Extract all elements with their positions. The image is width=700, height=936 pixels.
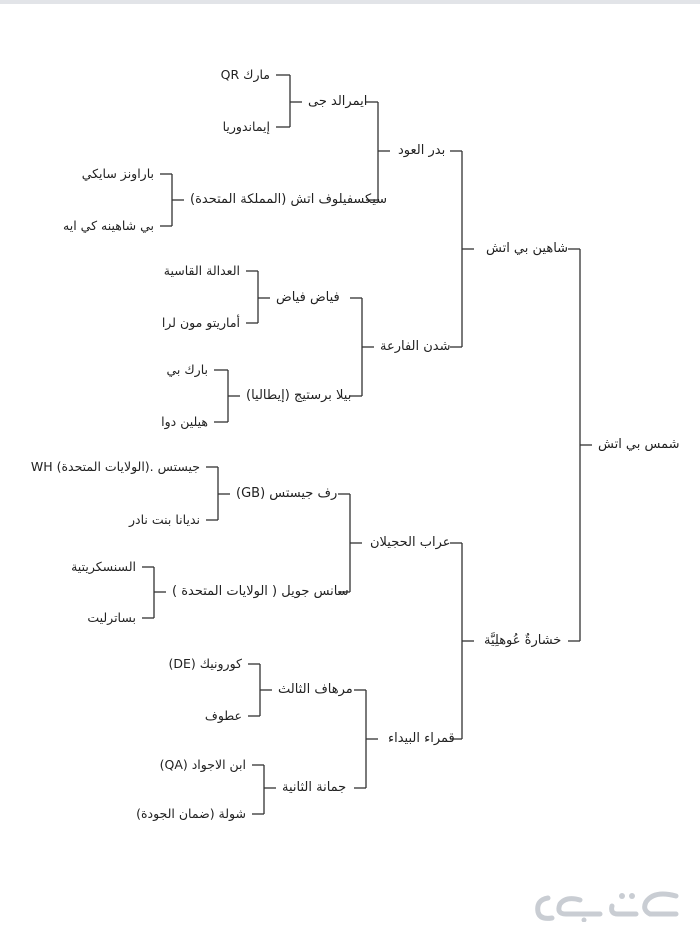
sd-dam-name: بيلا برستيج (إيطاليا) [246, 388, 352, 403]
dsd-sire-name: السنسكريتية [71, 559, 136, 574]
dd-dam-name: جمانة الثانية [282, 780, 347, 795]
dss-dam-name: ندیانا بنت نادر [129, 512, 200, 527]
dsd-dam-name: بساترليت [87, 610, 136, 625]
ddd-dam-name: شولة (ضمان الجودة) [136, 806, 246, 821]
ss-sire-name: ايمرالد جى [308, 94, 368, 109]
dam-sire-name: عراب الحجيلان [370, 535, 451, 550]
haraj-watermark-logo [526, 888, 686, 922]
sds-sire-name: العدالة القاسية [163, 263, 240, 278]
ds-sire-name: رف جيستس (GB) [236, 486, 338, 501]
subject-horse: شمس بي اتش [598, 437, 680, 452]
sire-sire-name: بدر العود [398, 143, 446, 158]
dd-sire-name: مرهاف الثالث [278, 682, 353, 697]
ssd-sire-name: باراونز سايكي [81, 166, 154, 181]
dam-dam-name: قمراء البيداء [388, 731, 455, 746]
sire-name: شاهين بي اتش [486, 241, 569, 256]
ssd-dam-name: بي شاهينه كي ايه [63, 218, 154, 233]
sss-dam-name: إيماندوريا [222, 119, 270, 134]
ss-dam-name: سيكسفيلوف اتش (المملكة المتحدة) [190, 192, 388, 207]
sire-dam-name: شدن الفارعة [380, 339, 451, 354]
dds-dam-name: عطوف [204, 708, 242, 723]
ddd-sire-name: ابن الاجواد (QA) [159, 757, 246, 772]
sdd-sire-name: بارك بي [166, 362, 208, 377]
sdd-dam-name: هيلين دوا [161, 414, 208, 429]
sss-sire-name: QR مارك [220, 67, 270, 82]
dds-sire-name: كورونيك (DE) [168, 656, 242, 671]
dam-name: خشارةٌ عُوهلِيَّة [484, 633, 562, 648]
ds-dam-name: سانس جويل ( الولايات المتحدة ) [172, 584, 349, 599]
dss-sire-name: WH جيستس .(الولايات المتحدة) [30, 459, 200, 474]
sds-dam-name: أماريتو مون لرا [161, 315, 240, 330]
sd-sire-name: فياض فياض [276, 290, 340, 305]
